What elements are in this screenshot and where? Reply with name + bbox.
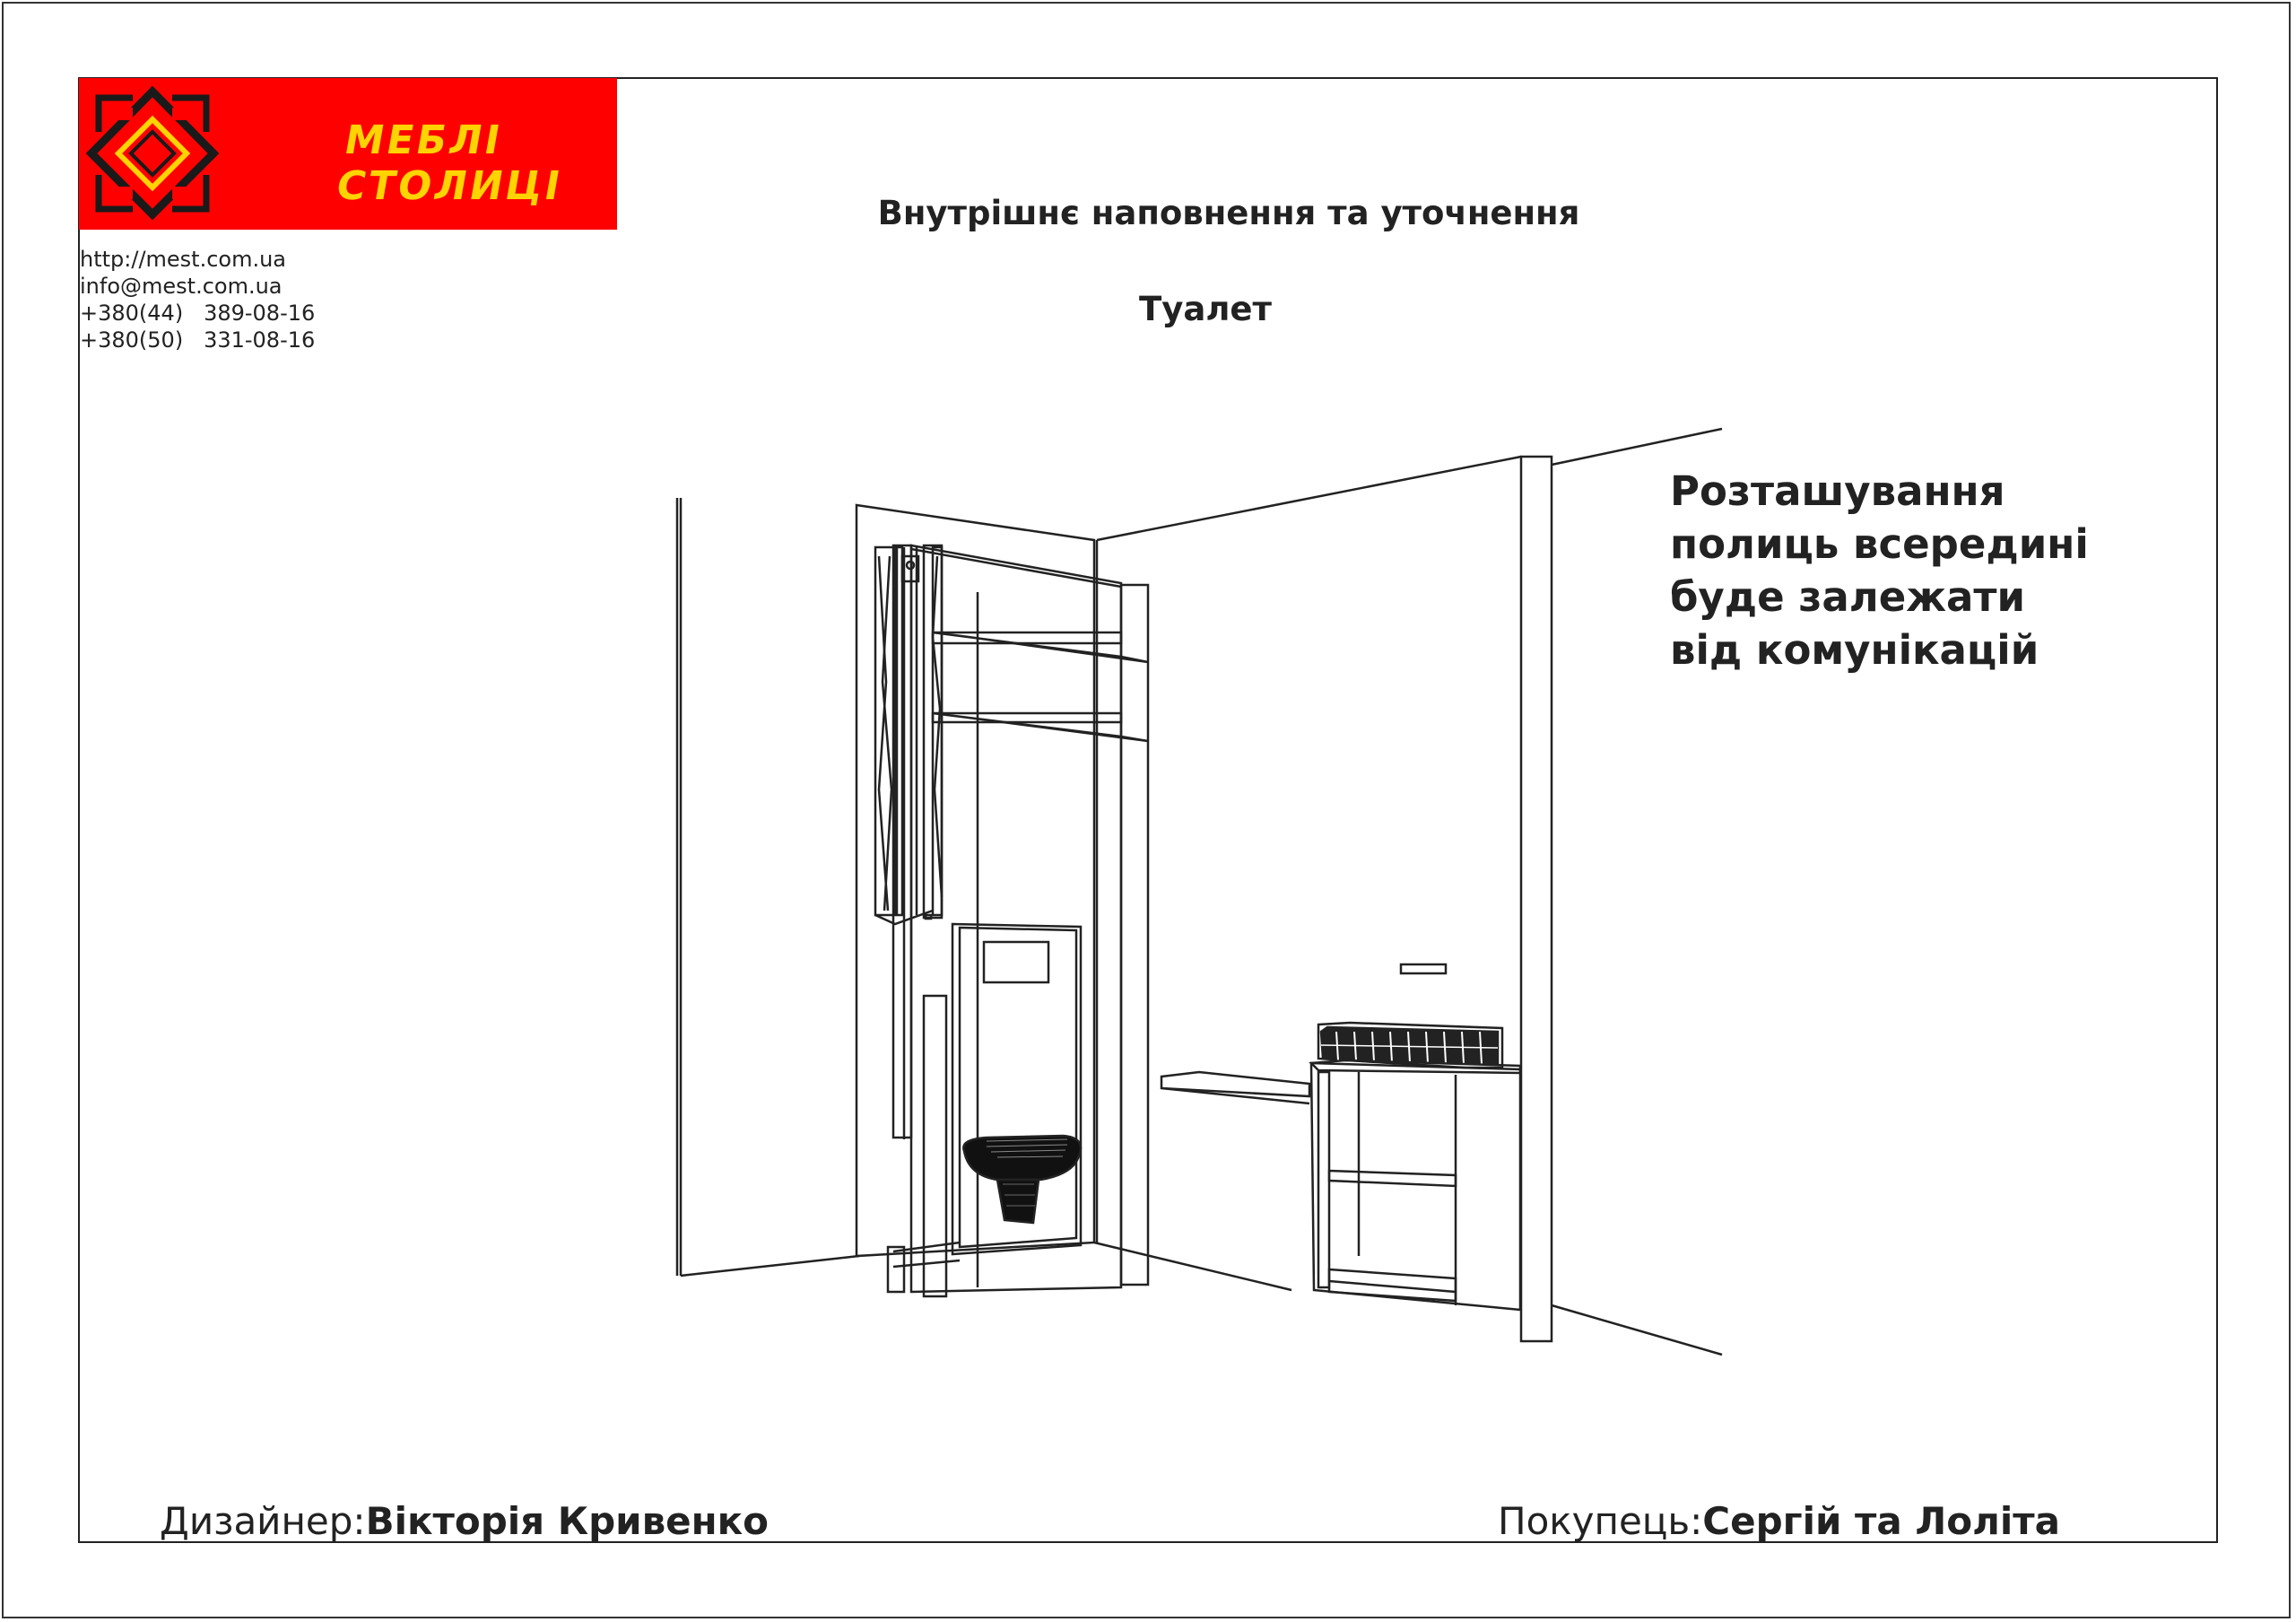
- flush-button: [984, 942, 1048, 982]
- note-line: буде залежати: [1670, 573, 2026, 621]
- cabinet-shelf: [1329, 1171, 1456, 1186]
- designer-name: Вікторія Кривенко: [365, 1499, 770, 1543]
- note-line: від комунікацій: [1670, 626, 2039, 674]
- phone-1: +380(44) 389-08-16: [80, 301, 316, 326]
- customer-label: Покупець:: [1498, 1499, 1703, 1543]
- logo-text: МЕБЛІ СТОЛИЦІ: [333, 118, 567, 209]
- note-line: Розташування: [1670, 467, 2005, 515]
- toilet-room-drawing: [664, 413, 1740, 1382]
- shelf-note: [1670, 465, 2172, 676]
- shelf-1: [933, 632, 1121, 643]
- contacts: [80, 246, 315, 353]
- cabinet-side-right: [1121, 585, 1148, 1285]
- phone-2: +380(50) 331-08-16: [80, 327, 316, 353]
- email-link[interactable]: info@mest.com.ua: [80, 274, 283, 299]
- designer-label: Дизайнер:: [160, 1499, 366, 1543]
- right-wall-pillar: [1521, 457, 1552, 1341]
- room-title: Туалет: [1139, 290, 1272, 328]
- customer-name: Сергій та Лоліта: [1702, 1499, 2060, 1543]
- page-title: Внутрішнє наповнення та уточнення: [877, 194, 1580, 232]
- note-line: полиць всередині: [1670, 520, 2089, 568]
- wall-hook: [1401, 964, 1446, 973]
- website-link[interactable]: http://mest.com.ua: [80, 247, 287, 272]
- wall-shelf: [1161, 1072, 1309, 1096]
- customer-credit: [1498, 1499, 2060, 1543]
- floor-cabinet: [1311, 1063, 1520, 1310]
- designer-credit: [160, 1499, 769, 1543]
- toilet-bowl: [963, 1136, 1081, 1223]
- ceiling-line: [1097, 457, 1521, 540]
